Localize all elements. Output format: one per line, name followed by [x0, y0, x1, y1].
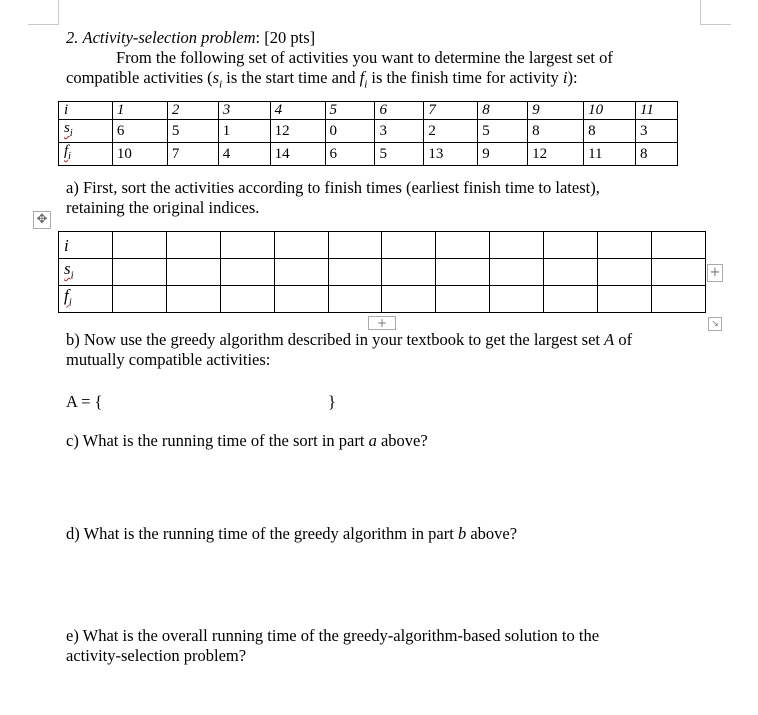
finish-cell: 5 [375, 143, 424, 166]
index-cell: 8 [478, 102, 528, 120]
empty-cell[interactable] [166, 232, 220, 259]
index-cell: 2 [167, 102, 218, 120]
header-i: i [59, 102, 113, 120]
sorted-index-row[interactable] [59, 232, 706, 259]
index-cell: 11 [635, 102, 677, 120]
empty-cell[interactable] [598, 232, 652, 259]
empty-cell[interactable] [490, 259, 544, 286]
empty-cell[interactable] [112, 259, 166, 286]
part-e-line-1: e) What is the overall running time of the greedy-algorithm-based solution to the [66, 626, 600, 645]
header-f: $f_i$ [59, 143, 113, 166]
sorted-finish-row[interactable] [59, 286, 706, 313]
empty-cell[interactable] [274, 259, 328, 286]
start-cell: 12 [270, 120, 325, 143]
part-c-question: c) What is the running time of the sort in part a above? [66, 431, 428, 450]
page-corner-mark-left [28, 0, 59, 25]
start-cell: 2 [424, 120, 478, 143]
part-d-question: d) What is the running time of the greedy algorithm in part b above? [66, 524, 518, 543]
part-a-line-2: retaining the original indices. [66, 198, 260, 217]
header-f: $f_i$ [59, 286, 113, 313]
finish-cell: 10 [112, 143, 167, 166]
empty-cell[interactable] [328, 259, 382, 286]
finish-symbol: f [359, 68, 365, 87]
empty-cell[interactable] [274, 232, 328, 259]
empty-cell[interactable] [220, 286, 274, 313]
finish-cell: 11 [584, 143, 636, 166]
problem-title: Activity-selection problem [82, 28, 256, 47]
activity-finish-row [59, 143, 678, 166]
start-cell: 5 [478, 120, 528, 143]
header-s: $s_i$ [59, 259, 113, 286]
start-cell: 6 [112, 120, 167, 143]
answer-set-close: } [328, 392, 336, 411]
start-cell: 8 [528, 120, 584, 143]
part-b-line-1: b) Now use the greedy algorithm described in your textbook to get the largest set A of [66, 330, 633, 349]
empty-cell[interactable] [436, 259, 490, 286]
activity-index-row [59, 102, 678, 120]
start-symbol: s [212, 68, 220, 87]
empty-cell[interactable] [544, 286, 598, 313]
empty-cell[interactable] [436, 286, 490, 313]
start-cell: 5 [167, 120, 218, 143]
empty-cell[interactable] [166, 259, 220, 286]
intro-line-1: From the following set of activities you want to determine the largest set of [116, 48, 613, 67]
finish-cell: 12 [528, 143, 584, 166]
empty-cell[interactable] [328, 232, 382, 259]
start-cell: 0 [325, 120, 375, 143]
add-row-icon[interactable]: + [368, 316, 396, 330]
empty-cell[interactable] [220, 232, 274, 259]
finish-cell: 9 [478, 143, 528, 166]
empty-cell[interactable] [598, 259, 652, 286]
problem-heading: 2. Activity-selection problem: [20 pts] [66, 28, 316, 47]
index-cell: 6 [375, 102, 424, 120]
empty-cell[interactable] [112, 286, 166, 313]
start-cell: 8 [584, 120, 636, 143]
index-cell: 7 [424, 102, 478, 120]
empty-cell[interactable] [651, 232, 705, 259]
add-column-icon[interactable]: + [707, 264, 723, 282]
index-cell: 3 [218, 102, 270, 120]
index-cell: 4 [270, 102, 325, 120]
empty-cell[interactable] [544, 259, 598, 286]
empty-cell[interactable] [112, 232, 166, 259]
table-move-handle-icon[interactable]: ✥ [33, 211, 51, 229]
empty-cell[interactable] [651, 286, 705, 313]
finish-cell: 7 [167, 143, 218, 166]
header-i: i [59, 232, 113, 259]
finish-cell: 8 [635, 143, 677, 166]
empty-cell[interactable] [490, 232, 544, 259]
empty-cell[interactable] [382, 259, 436, 286]
page-corner-mark-right [700, 0, 731, 25]
empty-cell[interactable] [382, 232, 436, 259]
problem-number: 2. [66, 28, 79, 47]
index-cell: 1 [112, 102, 167, 120]
finish-cell: 13 [424, 143, 478, 166]
sorted-activity-table[interactable] [58, 231, 706, 313]
intro-line-2: compatible activities ($s_i$ is the start time and $f_i$ is the finish time for activity i): [66, 68, 578, 91]
part-a-line-1: a) First, sort the activities according to finish times (earliest finish time to latest), [66, 178, 600, 197]
activity-start-row [59, 120, 678, 143]
finish-cell: 6 [325, 143, 375, 166]
activity-table [58, 101, 678, 166]
start-cell: 3 [375, 120, 424, 143]
header-s: $s_i$ [59, 120, 113, 143]
finish-cell: 4 [218, 143, 270, 166]
problem-points: [20 pts] [264, 28, 316, 47]
empty-cell[interactable] [166, 286, 220, 313]
finish-cell: 14 [270, 143, 325, 166]
part-e-line-2: activity-selection problem? [66, 646, 247, 665]
answer-set-open: A = { [66, 392, 103, 411]
start-cell: 3 [635, 120, 677, 143]
empty-cell[interactable] [651, 259, 705, 286]
index-cell: 10 [584, 102, 636, 120]
table-resize-handle-icon[interactable]: ↘ [708, 317, 722, 331]
empty-cell[interactable] [382, 286, 436, 313]
empty-cell[interactable] [436, 232, 490, 259]
empty-cell[interactable] [220, 259, 274, 286]
empty-cell[interactable] [328, 286, 382, 313]
empty-cell[interactable] [544, 232, 598, 259]
empty-cell[interactable] [490, 286, 544, 313]
sorted-start-row[interactable] [59, 259, 706, 286]
index-cell: 9 [528, 102, 584, 120]
empty-cell[interactable] [598, 286, 652, 313]
empty-cell[interactable] [274, 286, 328, 313]
start-cell: 1 [218, 120, 270, 143]
part-b-line-2: mutually compatible activities: [66, 350, 271, 369]
index-cell: 5 [325, 102, 375, 120]
